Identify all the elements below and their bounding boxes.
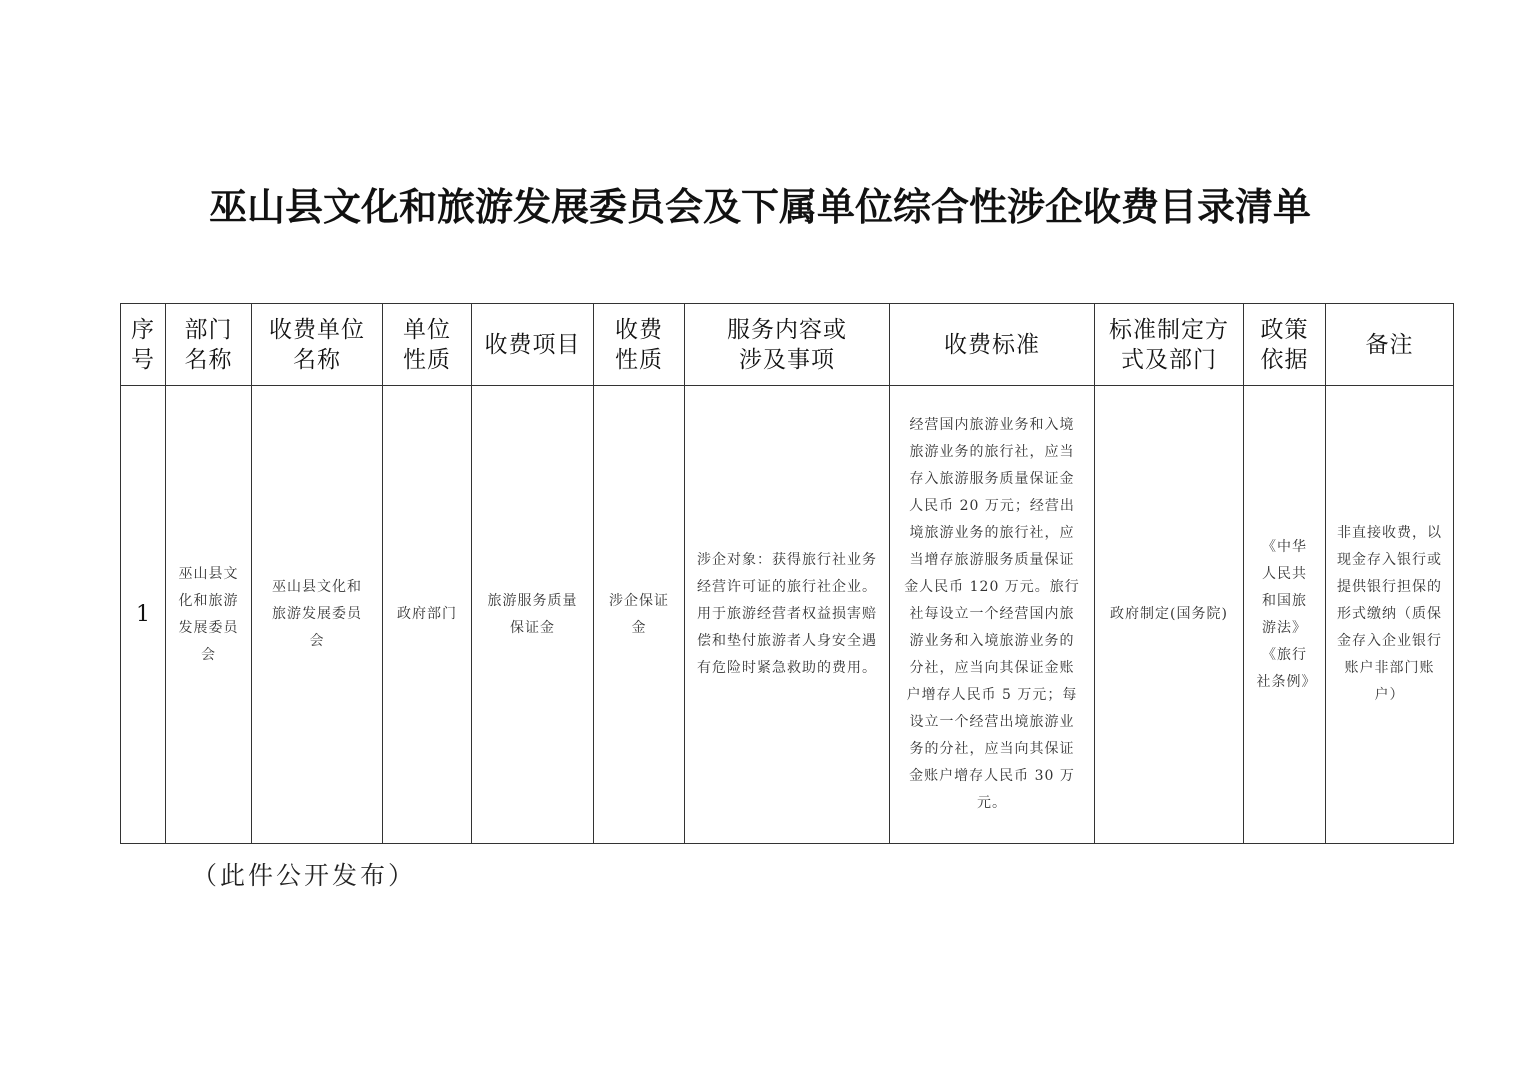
cell-service-content: 涉企对象：获得旅行社业务经营许可证的旅行社企业。用于旅游经营者权益损害赔偿和垫付旅游者人身安全遇有危险时紧急救助的费用。: [685, 386, 890, 844]
header-policy-basis: 政策依据: [1244, 304, 1326, 386]
cell-unit-name: 巫山县文化和旅游发展委员会: [252, 386, 383, 844]
header-index: 序号: [121, 304, 166, 386]
fee-catalog-table: [120, 303, 1454, 844]
cell-remarks: 非直接收费，以现金存入银行或提供银行担保的形式缴纳（质保金存入企业银行账户非部门账户）: [1326, 386, 1454, 844]
header-service-content: 服务内容或涉及事项: [685, 304, 890, 386]
header-unit-name: 收费单位名称: [252, 304, 383, 386]
table-header-row: [121, 304, 1454, 386]
header-fee-item: 收费项目: [472, 304, 594, 386]
header-unit-nature: 单位性质: [383, 304, 472, 386]
cell-standard-dept: 政府制定(国务院): [1095, 386, 1244, 844]
header-dept-name: 部门名称: [166, 304, 252, 386]
header-fee-standard: 收费标准: [890, 304, 1095, 386]
header-fee-nature: 收费性质: [594, 304, 685, 386]
header-remarks: 备注: [1326, 304, 1454, 386]
cell-fee-nature: 涉企保证金: [594, 386, 685, 844]
table-row: [121, 386, 1454, 844]
header-standard-dept: 标准制定方式及部门: [1095, 304, 1244, 386]
cell-dept-name: 巫山县文化和旅游发展委员会: [166, 386, 252, 844]
cell-unit-nature: 政府部门: [383, 386, 472, 844]
publication-note: （此件公开发布）: [192, 861, 417, 890]
cell-fee-standard: 经营国内旅游业务和入境旅游业务的旅行社，应当存入旅游服务质量保证金人民币 20 万元；经营出境旅游业务的旅行社，应当增存旅游服务质量保证金人民币 120 万元。旅行社每设立一个经营国内旅游业务和入境旅游业务的分社，应当向其保证金账户增存人民币 5 万元；每设立一个经营出境旅游业务的分社，应当向其保证金账户增存人民币 30 万元。: [890, 386, 1095, 844]
page-title: 巫山县文化和旅游发展委员会及下属单位综合性涉企收费目录清单: [208, 185, 1311, 229]
cell-fee-item: 旅游服务质量保证金: [472, 386, 594, 844]
cell-index: 1: [121, 386, 166, 844]
cell-policy-basis: 《中华人民共和国旅游法》《旅行社条例》: [1244, 386, 1326, 844]
